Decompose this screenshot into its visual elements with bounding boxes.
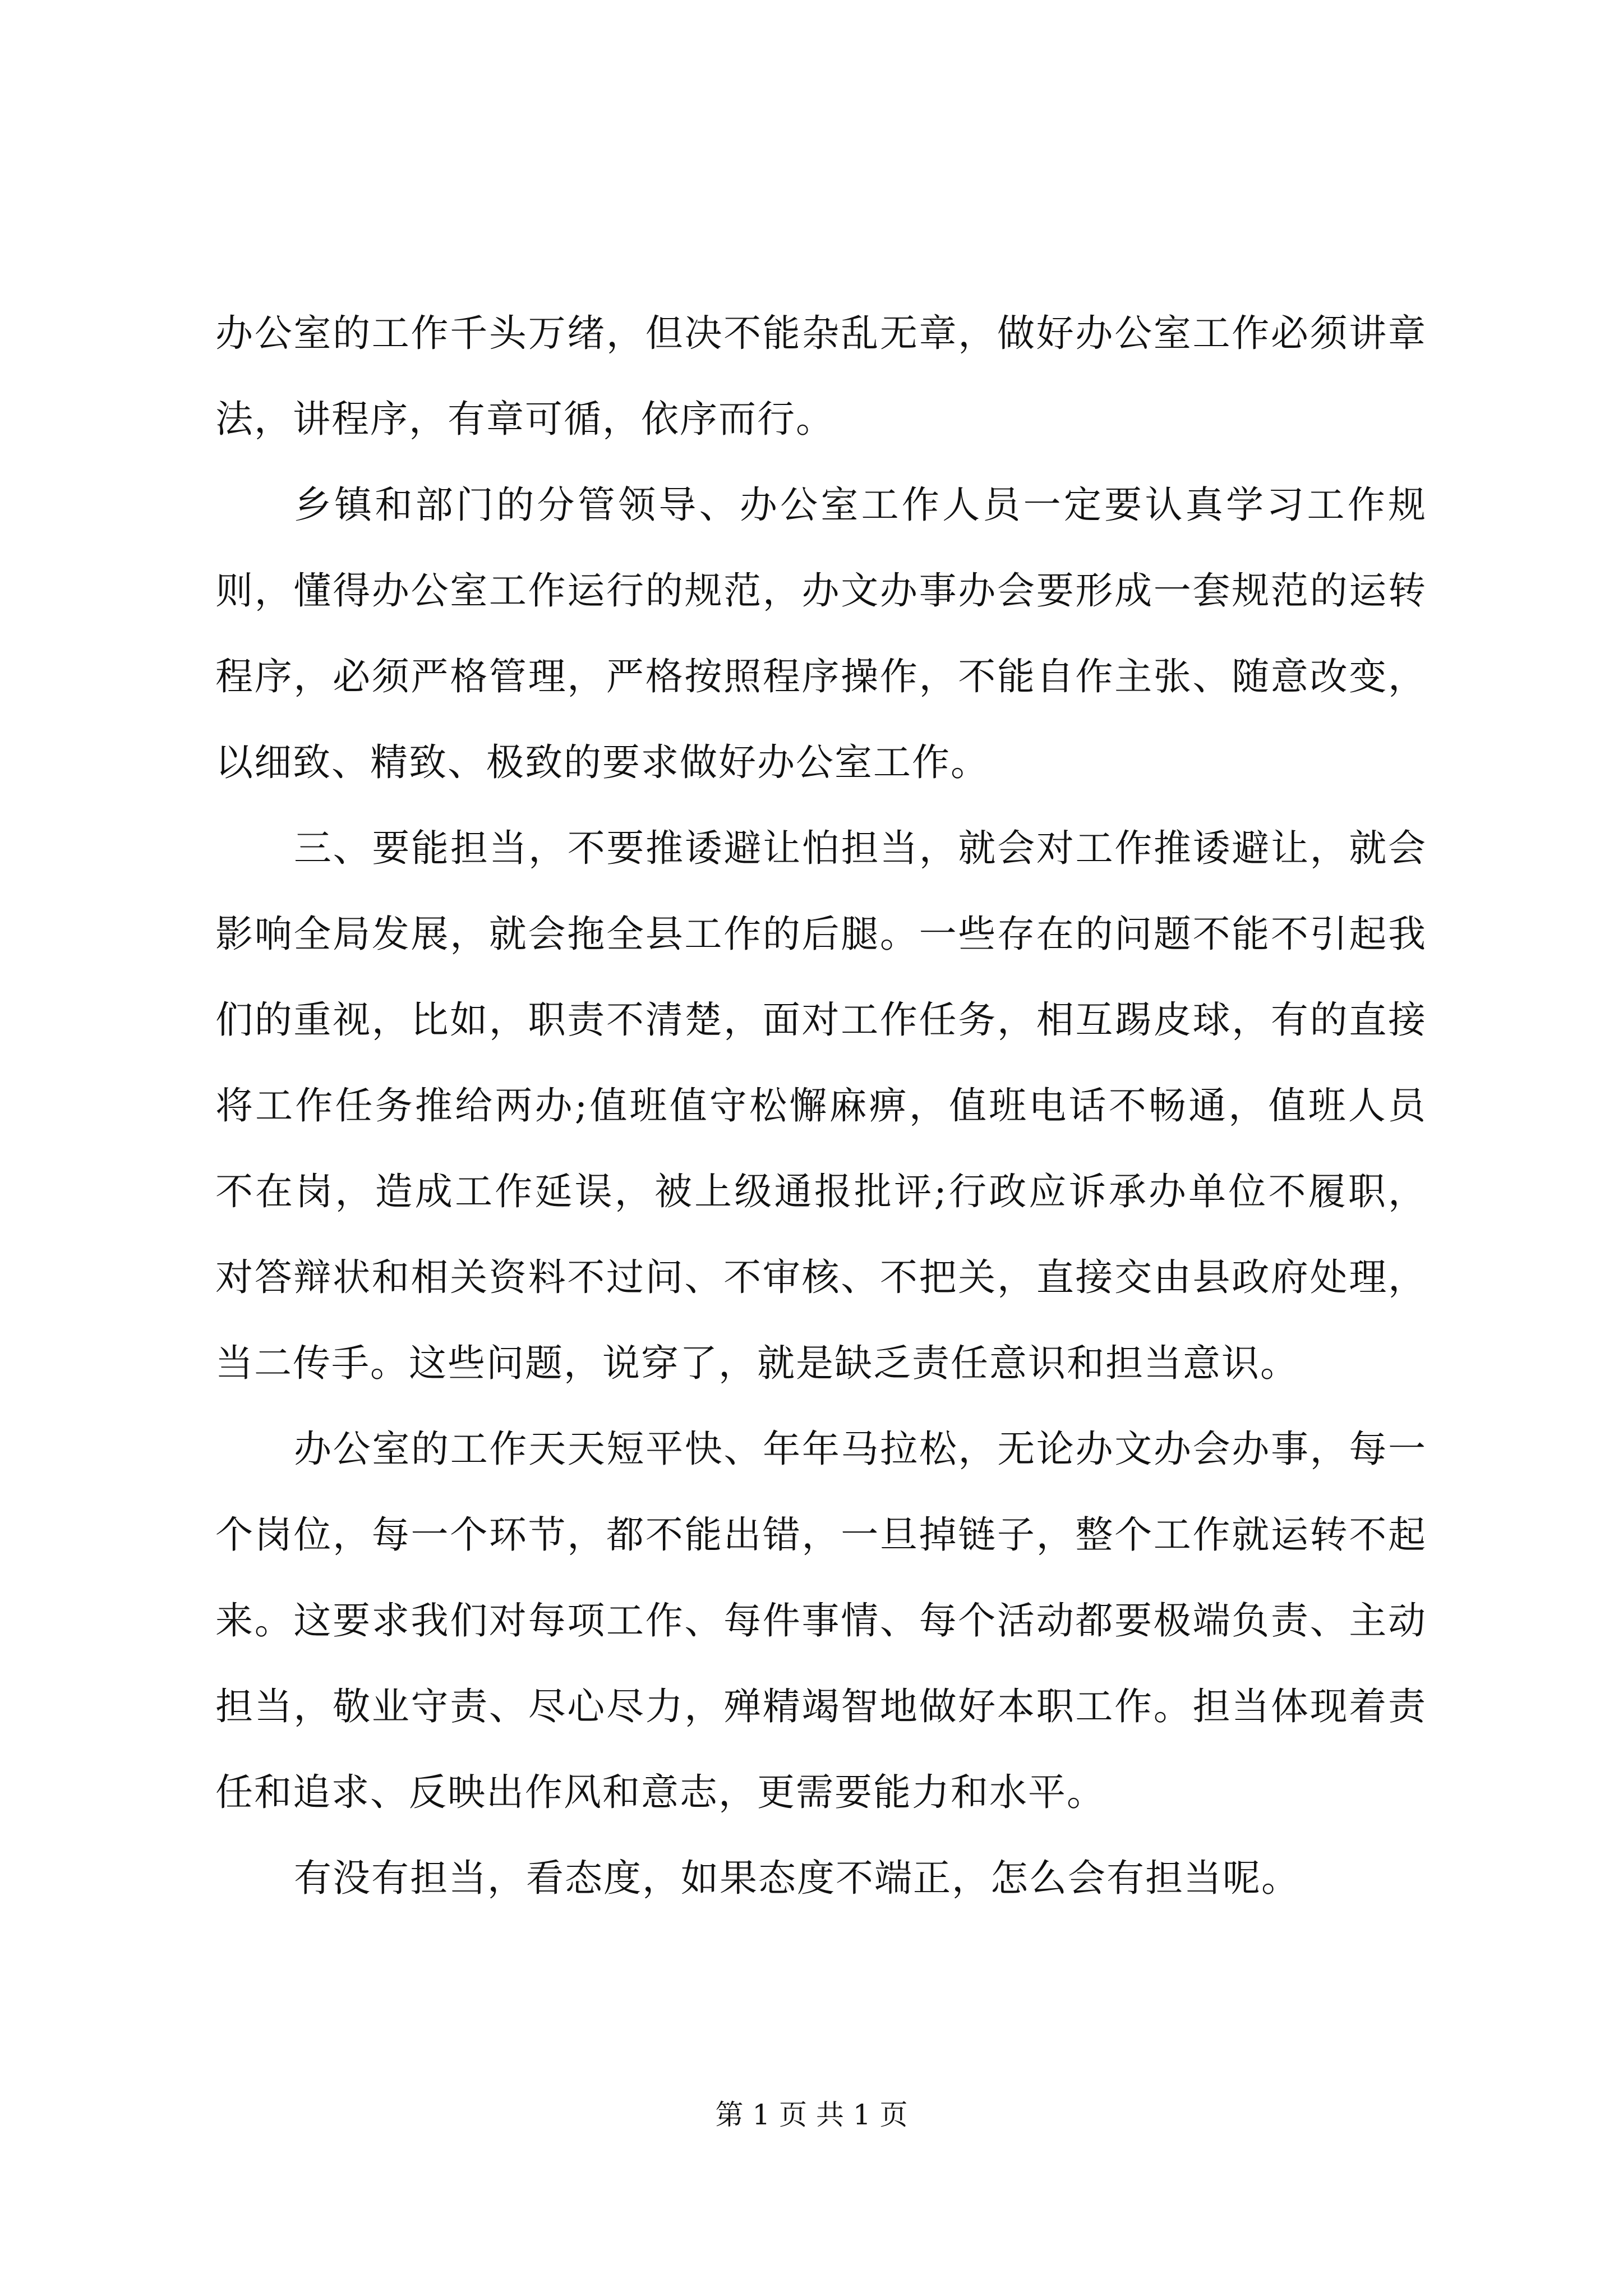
document-body bbox=[215, 291, 1427, 1921]
paragraph-5: 有没有担当，看态度，如果态度不端正，怎么会有担当呢。 bbox=[294, 1856, 1300, 1900]
paragraph-2: 乡镇和部门的分管领导、办公室工作人员一定要认真学习工作规则，懂得办公室工作运行的规范，办文办事办会要形成一套规范的运转程序，必须严格管理，严格按照程序操作，不能自作主张、随意改变，以细致、精致、极致的要求做好办公室工作。 bbox=[215, 483, 1427, 784]
paragraph-4: 办公室的工作天天短平快、年年马拉松，无论办文办会办事，每一个岗位，每一个环节，都不能出错，一旦掉链子，整个工作就运转不起来。这要求我们对每项工作、每件事情、每个活动都要极端负责、主动担当，敬业守责、尽心尽力，殚精竭智地做好本职工作。担当体现着责任和追求、反映出作风和意志，更需要能力和水平。 bbox=[215, 1427, 1427, 1814]
paragraph-3: 三、要能担当，不要推诿避让怕担当，就会对工作推诿避让，就会影响全局发展，就会拖全县工作的后腿。一些存在的问题不能不引起我们的重视，比如，职责不清楚，面对工作任务，相互踢皮球，有的直接将工作任务推给两办;值班值守松懈麻痹，值班电话不畅通，值班人员不在岗，造成工作延误，被上级通报批评;行政应诉承办单位不履职，对答辩状和相关资料不过问、不审核、不把关，直接交由县政府处理，当二传手。这些问题，说穿了，就是缺乏责任意识和担当意识。 bbox=[215, 826, 1427, 1385]
paragraph-1: 办公室的工作千头万绪，但决不能杂乱无章，做好办公室工作必须讲章法，讲程序，有章可循，依序而行。 bbox=[215, 311, 1427, 441]
page-number-footer: 第 1 页 共 1 页 bbox=[715, 2099, 908, 2131]
